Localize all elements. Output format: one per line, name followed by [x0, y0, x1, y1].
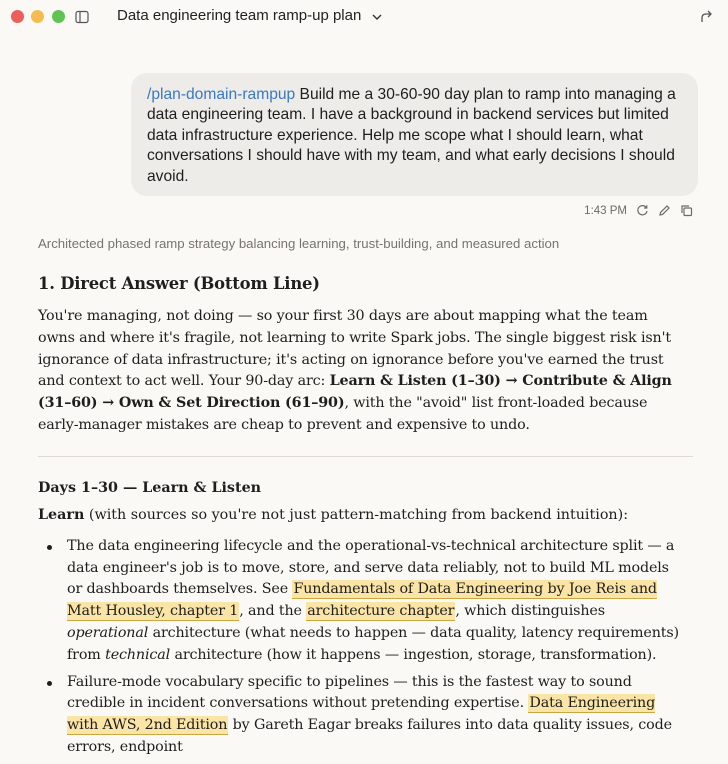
- learn-label: Learn: [38, 507, 85, 523]
- message-timestamp: 1:43 PM: [584, 204, 627, 217]
- user-message-bubble: [131, 73, 698, 196]
- learn-lead-text: (with sources so you're not just pattern-matching from backend intuition):: [84, 507, 629, 523]
- list-item: [38, 536, 688, 667]
- chevron-down-icon: [371, 10, 383, 22]
- list-item-text: architecture (how it happens — ingestion, storage, transformation).: [170, 646, 657, 663]
- citation-link[interactable]: Data Engineering with AWS, 2nd Edition: [67, 695, 656, 734]
- list-item-text: , and the: [239, 603, 307, 620]
- copy-icon[interactable]: [680, 204, 693, 217]
- answer-text: You're managing, not doing — so your first 30 days are about mapping what the team owns and where it's fragile, not learning to write Spark jobs. The single biggest risk isn't ignorance of data infrastructure; it's acting on ignorance before you've earned the trust and context to act well. Your 90-day arc:: [38, 308, 671, 390]
- user-message-text: Build me a 30-60-90 day plan to ramp into managing a data engineering team. I have a background in backend services but limited data infrastructure experience. Help me scope what I should learn, what conversations I should have with my team, and what early decisions I should avoid.: [147, 86, 676, 185]
- sidebar-toggle-icon[interactable]: [75, 9, 89, 23]
- learn-lead: [38, 505, 688, 527]
- close-window-button[interactable]: [11, 10, 24, 23]
- answer-text-end: , with the "avoid" list front-loaded because early-manager mistakes are cheap to prevent and expensive to undo.: [38, 395, 648, 433]
- chat-title-dropdown[interactable]: [117, 7, 383, 24]
- section-heading: 1. Direct Answer (Bottom Line): [38, 274, 320, 293]
- list-item-text: by Gareth Eagar breaks failures into data quality issues, code errors, endpoint: [67, 717, 672, 755]
- title-bar: [0, 0, 728, 34]
- answer-section-1: [38, 274, 688, 437]
- list-item-text: architecture (what needs to happen — data quality, latency requirements) from: [67, 624, 679, 663]
- section-heading: Days 1–30 — Learn & Listen: [38, 480, 262, 496]
- emphasis-text: technical: [105, 646, 171, 663]
- days-1-30-section: [38, 480, 688, 764]
- maximize-window-button[interactable]: [52, 10, 65, 23]
- list-item-text: , which distinguishes: [455, 603, 605, 620]
- list-item-text: Failure-mode vocabulary specific to pipelines — this is the fastest way to sound credible in incident conversations without pretending expertise.: [67, 673, 632, 712]
- learn-list: [38, 536, 688, 759]
- share-icon[interactable]: [699, 9, 714, 24]
- answer-arc-bold: Learn & Listen (1–30) → Contribute & Align (31–60) → Own & Set Direction (61–90): [38, 373, 672, 412]
- answer-paragraph: [38, 306, 688, 437]
- edit-icon[interactable]: [658, 204, 671, 217]
- slash-command[interactable]: /plan-domain-rampup: [147, 86, 296, 103]
- divider: [38, 456, 693, 457]
- list-item-text: The data engineering lifecycle and the operational-vs-technical architecture split — a data engineer's job is to move, store, and serve data reliably, not to build ML models or dashboards themselves. See: [67, 537, 675, 598]
- thinking-summary-toggle[interactable]: Architected phased ramp strategy balancing learning, trust-building, and measured action: [38, 236, 560, 251]
- citation-link[interactable]: architecture chapter: [307, 603, 455, 620]
- chat-title: Data engineering team ramp-up plan: [117, 7, 362, 24]
- minimize-window-button[interactable]: [31, 10, 44, 23]
- emphasis-text: operational: [67, 624, 149, 641]
- message-actions: [584, 204, 693, 217]
- citation-link[interactable]: Fundamentals of Data Engineering by Joe Reis and Matt Housley, chapter 1: [67, 581, 657, 620]
- list-item: [38, 672, 688, 759]
- retry-icon[interactable]: [636, 204, 649, 217]
